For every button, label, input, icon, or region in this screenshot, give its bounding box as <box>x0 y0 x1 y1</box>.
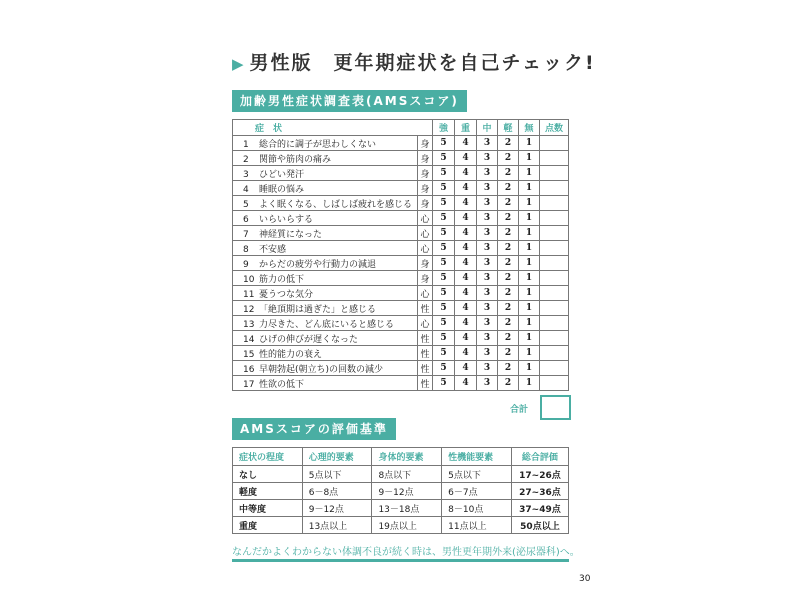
symptom-type: 心 <box>418 226 433 241</box>
criteria-table <box>232 447 569 534</box>
symptom-type: 身 <box>418 196 433 211</box>
criteria-header: 総合評価 <box>511 448 568 466</box>
symptom-number: 3 <box>243 169 249 180</box>
points-cell[interactable] <box>540 181 569 196</box>
symptom-type: 性 <box>418 361 433 376</box>
score-option[interactable]: 2 <box>498 226 519 241</box>
score-option[interactable]: 3 <box>477 331 498 346</box>
triangle-marker-icon: ▶ <box>232 55 246 73</box>
score-option[interactable]: 2 <box>498 136 519 151</box>
score-option[interactable]: 2 <box>498 271 519 286</box>
points-cell[interactable] <box>540 256 569 271</box>
score-option[interactable]: 1 <box>519 136 540 151</box>
symptom-label: 「絶頂期は過ぎた」と感じる <box>259 304 377 315</box>
criteria-value: 50点以上 <box>511 517 568 534</box>
symptom-row <box>233 166 569 181</box>
severity-label: 軽度 <box>233 483 303 500</box>
score-option[interactable]: 5 <box>433 211 455 226</box>
points-cell[interactable] <box>540 271 569 286</box>
symptom-type: 性 <box>418 331 433 346</box>
score-option[interactable]: 4 <box>455 346 477 361</box>
symptom-row <box>233 271 569 286</box>
criteria-header-row <box>233 448 569 466</box>
score-option[interactable]: 5 <box>433 226 455 241</box>
score-option[interactable]: 5 <box>433 286 455 301</box>
symptom-row <box>233 256 569 271</box>
header-heavy: 重 <box>455 120 477 136</box>
score-option[interactable]: 3 <box>477 286 498 301</box>
symptom-type: 性 <box>418 301 433 316</box>
symptom-type: 心 <box>418 286 433 301</box>
criteria-value: 27~36点 <box>511 483 568 500</box>
score-option[interactable]: 1 <box>519 211 540 226</box>
score-option[interactable]: 3 <box>477 151 498 166</box>
score-option[interactable]: 2 <box>498 196 519 211</box>
symptom-type: 性 <box>418 346 433 361</box>
points-cell[interactable] <box>540 376 569 391</box>
symptom-label: 性的能力の衰え <box>259 349 323 360</box>
score-option[interactable]: 3 <box>477 256 498 271</box>
score-option[interactable]: 3 <box>477 166 498 181</box>
symptom-text <box>233 301 418 316</box>
symptom-row <box>233 196 569 211</box>
symptom-label: 力尽きた、どん底にいると感じる <box>259 319 395 330</box>
score-option[interactable]: 5 <box>433 181 455 196</box>
symptom-label: 性欲の低下 <box>259 379 305 390</box>
score-option[interactable]: 4 <box>455 196 477 211</box>
page-number: 30 <box>579 574 591 584</box>
score-option[interactable]: 4 <box>455 286 477 301</box>
symptom-number: 16 <box>243 364 255 375</box>
score-option[interactable]: 3 <box>477 316 498 331</box>
score-option[interactable]: 5 <box>433 256 455 271</box>
symptom-label: 神経質になった <box>259 229 323 240</box>
criteria-banner: AMSスコアの評価基準 <box>232 418 396 440</box>
criteria-value: 6－8点 <box>302 483 372 500</box>
symptom-text <box>233 361 418 376</box>
score-option[interactable]: 5 <box>433 241 455 256</box>
symptom-row <box>233 376 569 391</box>
score-option[interactable]: 5 <box>433 361 455 376</box>
score-option[interactable]: 5 <box>433 316 455 331</box>
total-input-box[interactable] <box>540 395 571 420</box>
ams-table-banner: 加齢男性症状調査表(AMSスコア) <box>232 90 467 112</box>
symptom-text <box>233 181 418 196</box>
criteria-value: 8－10点 <box>442 500 512 517</box>
score-option[interactable]: 3 <box>477 376 498 391</box>
points-cell[interactable] <box>540 331 569 346</box>
score-option[interactable]: 4 <box>455 376 477 391</box>
symptom-number: 14 <box>243 334 255 345</box>
criteria-header: 身体的要素 <box>372 448 442 466</box>
score-option[interactable]: 1 <box>519 286 540 301</box>
score-option[interactable]: 4 <box>455 211 477 226</box>
points-cell[interactable] <box>540 166 569 181</box>
score-option[interactable]: 1 <box>519 271 540 286</box>
score-option[interactable]: 3 <box>477 241 498 256</box>
score-option[interactable]: 2 <box>498 346 519 361</box>
symptom-number: 2 <box>243 154 249 165</box>
score-option[interactable]: 3 <box>477 301 498 316</box>
points-cell[interactable] <box>540 226 569 241</box>
criteria-header: 性機能要素 <box>442 448 512 466</box>
symptom-label: ひどい発汗 <box>259 169 305 180</box>
symptom-text <box>233 316 418 331</box>
points-cell[interactable] <box>540 211 569 226</box>
score-option[interactable]: 5 <box>433 166 455 181</box>
symptom-text <box>233 211 418 226</box>
score-option[interactable]: 3 <box>477 211 498 226</box>
criteria-row <box>233 517 569 534</box>
symptom-text <box>233 331 418 346</box>
symptom-text <box>233 151 418 166</box>
symptom-row <box>233 151 569 166</box>
symptom-number: 4 <box>243 184 249 195</box>
score-option[interactable]: 4 <box>455 316 477 331</box>
points-cell[interactable] <box>540 316 569 331</box>
symptom-text <box>233 376 418 391</box>
symptom-type: 心 <box>418 211 433 226</box>
points-cell[interactable] <box>540 196 569 211</box>
score-option[interactable]: 1 <box>519 376 540 391</box>
symptom-row <box>233 316 569 331</box>
symptom-row <box>233 286 569 301</box>
score-option[interactable]: 2 <box>498 331 519 346</box>
points-cell[interactable] <box>540 136 569 151</box>
score-option[interactable]: 1 <box>519 241 540 256</box>
symptom-number: 9 <box>243 259 249 270</box>
score-option[interactable]: 5 <box>433 301 455 316</box>
symptom-text <box>233 196 418 211</box>
criteria-value: 13－18点 <box>372 500 442 517</box>
symptom-number: 13 <box>243 319 255 330</box>
score-option[interactable]: 5 <box>433 271 455 286</box>
criteria-value: 17~26点 <box>511 466 568 483</box>
symptom-row <box>233 136 569 151</box>
criteria-row <box>233 466 569 483</box>
score-option[interactable]: 3 <box>477 226 498 241</box>
title-text: 男性版 更年期症状を自己チェック! <box>249 52 596 74</box>
score-option[interactable]: 4 <box>455 271 477 286</box>
header-medium: 中 <box>477 120 498 136</box>
symptom-label: 関節や筋肉の痛み <box>259 154 332 165</box>
points-cell[interactable] <box>540 301 569 316</box>
criteria-value: 5点以下 <box>442 466 512 483</box>
symptom-number: 17 <box>243 379 255 390</box>
criteria-value: 9－12点 <box>372 483 442 500</box>
symptom-number: 15 <box>243 349 255 360</box>
symptom-label: からだの疲労や行動力の減退 <box>259 259 377 270</box>
symptom-number: 12 <box>243 304 255 315</box>
score-option[interactable]: 2 <box>498 376 519 391</box>
criteria-header: 心理的要素 <box>302 448 372 466</box>
severity-label: なし <box>233 466 303 483</box>
score-option[interactable]: 2 <box>498 181 519 196</box>
score-option[interactable]: 1 <box>519 196 540 211</box>
score-option[interactable]: 2 <box>498 316 519 331</box>
symptom-type: 身 <box>418 151 433 166</box>
symptom-label: 総合的に調子が思わしくない <box>259 139 377 150</box>
score-option[interactable]: 5 <box>433 376 455 391</box>
score-option[interactable]: 1 <box>519 346 540 361</box>
symptom-text <box>233 271 418 286</box>
score-option[interactable]: 4 <box>455 181 477 196</box>
footer-divider <box>232 559 569 562</box>
symptom-label: 睡眠の悩み <box>259 184 305 195</box>
score-option[interactable]: 4 <box>455 226 477 241</box>
score-option[interactable]: 2 <box>498 241 519 256</box>
score-option[interactable]: 4 <box>455 331 477 346</box>
score-option[interactable]: 1 <box>519 181 540 196</box>
criteria-value: 11点以上 <box>442 517 512 534</box>
symptom-text <box>233 241 418 256</box>
total-label: 合計 <box>510 405 529 415</box>
criteria-value: 6－7点 <box>442 483 512 500</box>
score-option[interactable]: 4 <box>455 136 477 151</box>
score-option[interactable]: 2 <box>498 301 519 316</box>
score-option[interactable]: 4 <box>455 151 477 166</box>
score-option[interactable]: 3 <box>477 346 498 361</box>
symptom-number: 10 <box>243 274 255 285</box>
criteria-value: 5点以下 <box>302 466 372 483</box>
criteria-value: 9－12点 <box>302 500 372 517</box>
symptom-number: 11 <box>243 289 255 300</box>
symptom-label: ひげの伸びが遅くなった <box>259 334 359 345</box>
symptom-text <box>233 286 418 301</box>
points-cell[interactable] <box>540 346 569 361</box>
header-points: 点数 <box>540 120 569 136</box>
score-option[interactable]: 2 <box>498 256 519 271</box>
score-option[interactable]: 1 <box>519 361 540 376</box>
score-option[interactable]: 4 <box>455 241 477 256</box>
score-option[interactable]: 4 <box>455 301 477 316</box>
score-option[interactable]: 3 <box>477 181 498 196</box>
criteria-row <box>233 500 569 517</box>
symptom-row <box>233 361 569 376</box>
points-cell[interactable] <box>540 241 569 256</box>
symptom-label: いらいらする <box>259 214 314 225</box>
symptom-type: 身 <box>418 136 433 151</box>
symptom-text <box>233 226 418 241</box>
footer-note: なんだかよくわからない体調不良が続く時は、男性更年期外来(泌尿器科)へ。 <box>232 547 580 558</box>
score-option[interactable]: 1 <box>519 226 540 241</box>
header-none: 無 <box>519 120 540 136</box>
points-cell[interactable] <box>540 286 569 301</box>
criteria-value: 19点以上 <box>372 517 442 534</box>
header-strong: 強 <box>433 120 455 136</box>
criteria-value: 8点以下 <box>372 466 442 483</box>
score-option[interactable]: 1 <box>519 301 540 316</box>
score-option[interactable]: 4 <box>455 256 477 271</box>
score-option[interactable]: 3 <box>477 196 498 211</box>
ams-table <box>232 119 569 391</box>
symptom-type: 身 <box>418 166 433 181</box>
symptom-row <box>233 331 569 346</box>
symptom-label: 早朝勃起(朝立ち)の回数の減少 <box>259 364 384 375</box>
symptom-row <box>233 211 569 226</box>
score-option[interactable]: 2 <box>498 151 519 166</box>
score-option[interactable]: 2 <box>498 211 519 226</box>
symptom-type: 心 <box>418 241 433 256</box>
symptom-label: 筋力の低下 <box>259 274 305 285</box>
score-option[interactable]: 5 <box>433 136 455 151</box>
severity-label: 中等度 <box>233 500 303 517</box>
symptom-number: 6 <box>243 214 249 225</box>
points-cell[interactable] <box>540 151 569 166</box>
score-option[interactable]: 3 <box>477 271 498 286</box>
score-option[interactable]: 2 <box>498 166 519 181</box>
score-option[interactable]: 5 <box>433 151 455 166</box>
symptom-number: 5 <box>243 199 249 210</box>
symptom-number: 7 <box>243 229 249 240</box>
symptom-row <box>233 241 569 256</box>
score-option[interactable]: 1 <box>519 331 540 346</box>
symptom-type: 性 <box>418 376 433 391</box>
ams-header-row <box>233 120 569 136</box>
score-option[interactable]: 4 <box>455 361 477 376</box>
score-option[interactable]: 5 <box>433 346 455 361</box>
score-option[interactable]: 2 <box>498 286 519 301</box>
symptom-type: 心 <box>418 316 433 331</box>
symptom-text <box>233 256 418 271</box>
page-title <box>232 48 596 75</box>
score-option[interactable]: 1 <box>519 166 540 181</box>
symptom-number: 1 <box>243 139 249 150</box>
symptom-type: 身 <box>418 181 433 196</box>
symptom-type: 身 <box>418 256 433 271</box>
score-option[interactable]: 1 <box>519 256 540 271</box>
criteria-header: 症状の程度 <box>233 448 303 466</box>
symptom-row <box>233 226 569 241</box>
symptom-number: 8 <box>243 244 249 255</box>
severity-label: 重度 <box>233 517 303 534</box>
symptom-type: 身 <box>418 271 433 286</box>
score-option[interactable]: 2 <box>498 361 519 376</box>
score-option[interactable]: 5 <box>433 196 455 211</box>
symptom-label: よく眠くなる、しばしば疲れを感じる <box>259 199 413 210</box>
symptom-row <box>233 346 569 361</box>
points-cell[interactable] <box>540 361 569 376</box>
symptom-row <box>233 181 569 196</box>
header-symptom: 症 状 <box>233 120 433 136</box>
symptom-text <box>233 346 418 361</box>
score-option[interactable]: 3 <box>477 361 498 376</box>
symptom-text <box>233 136 418 151</box>
criteria-value: 13点以上 <box>302 517 372 534</box>
symptom-label: 不安感 <box>259 244 287 255</box>
symptom-row <box>233 301 569 316</box>
symptom-text <box>233 166 418 181</box>
header-light: 軽 <box>498 120 519 136</box>
score-option[interactable]: 4 <box>455 166 477 181</box>
symptom-label: 憂うつな気分 <box>259 289 314 300</box>
score-option[interactable]: 1 <box>519 316 540 331</box>
criteria-row <box>233 483 569 500</box>
score-option[interactable]: 3 <box>477 136 498 151</box>
criteria-value: 37~49点 <box>511 500 568 517</box>
score-option[interactable]: 5 <box>433 331 455 346</box>
score-option[interactable]: 1 <box>519 151 540 166</box>
